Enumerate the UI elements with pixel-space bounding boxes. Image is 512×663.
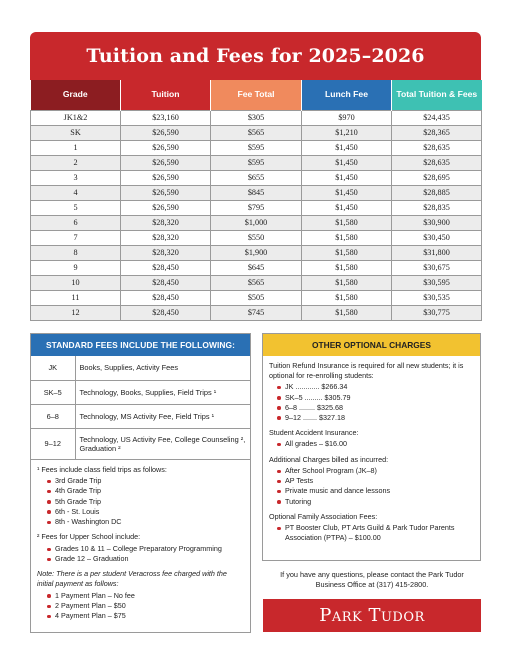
list-item: 4 Payment Plan – $75 bbox=[47, 611, 244, 621]
additional-charges-title: Additional Charges billed as incurred: bbox=[269, 454, 389, 464]
upper-school-note: ² Fees for Upper School include: bbox=[37, 532, 141, 542]
total-cell: $24,435 bbox=[392, 110, 482, 125]
grade-cell: SK bbox=[31, 125, 121, 140]
total-cell: $28,695 bbox=[392, 170, 482, 185]
fee-total-cell: $645 bbox=[211, 260, 302, 275]
table-row bbox=[31, 428, 250, 459]
list-item: Tutoring bbox=[277, 497, 474, 507]
total-cell: $30,535 bbox=[392, 290, 482, 305]
table-row bbox=[31, 185, 482, 200]
total-cell: $28,635 bbox=[392, 155, 482, 170]
upper-school-list bbox=[47, 544, 244, 564]
tuition-cell: $28,320 bbox=[121, 230, 211, 245]
grade-cell: 1 bbox=[31, 140, 121, 155]
total-cell: $31,800 bbox=[392, 245, 482, 260]
tuition-cell: $28,450 bbox=[121, 290, 211, 305]
table-row bbox=[31, 290, 482, 305]
total-cell: $30,775 bbox=[392, 305, 482, 320]
payment-plans-list bbox=[47, 591, 244, 622]
tuition-cell: $28,450 bbox=[121, 305, 211, 320]
standard-fees-heading: STANDARD FEES INCLUDE THE FOLLOWING: bbox=[31, 334, 250, 356]
lunch-fee-cell: $1,210 bbox=[302, 125, 392, 140]
lunch-fee-cell: $970 bbox=[302, 110, 392, 125]
fee-total-cell: $795 bbox=[211, 200, 302, 215]
total-cell: $30,595 bbox=[392, 275, 482, 290]
table-row bbox=[31, 260, 482, 275]
grade-cell: 5 bbox=[31, 200, 121, 215]
field-trips-note: ¹ Fees include class field trips as follows: bbox=[37, 464, 167, 474]
list-item: PT Booster Club, PT Arts Guild & Park Tudor Parents Association (PTPA) – $100.00 bbox=[277, 523, 474, 543]
grade-cell: 3 bbox=[31, 170, 121, 185]
table-row bbox=[31, 170, 482, 185]
standard-desc: Technology, Books, Supplies, Field Trips ¹ bbox=[75, 380, 250, 404]
fee-total-cell: $1,000 bbox=[211, 215, 302, 230]
header-lunch-fee: Lunch Fee bbox=[302, 80, 392, 110]
grade-cell: 7 bbox=[31, 230, 121, 245]
lunch-fee-cell: $1,580 bbox=[302, 305, 392, 320]
lunch-fee-cell: $1,580 bbox=[302, 275, 392, 290]
standard-grade: 9–12 bbox=[31, 428, 75, 459]
list-item: Private music and dance lessons bbox=[277, 486, 474, 496]
tuition-cell: $23,160 bbox=[121, 110, 211, 125]
list-item: Grade 12 – Graduation bbox=[47, 554, 244, 564]
lunch-fee-cell: $1,450 bbox=[302, 170, 392, 185]
title-banner bbox=[30, 32, 481, 80]
standard-grade: 6–8 bbox=[31, 404, 75, 428]
fee-total-cell: $745 bbox=[211, 305, 302, 320]
total-cell: $28,885 bbox=[392, 185, 482, 200]
fee-total-cell: $565 bbox=[211, 125, 302, 140]
tuition-cell: $26,590 bbox=[121, 125, 211, 140]
lunch-fee-cell: $1,450 bbox=[302, 200, 392, 215]
table-row bbox=[31, 155, 482, 170]
list-item: Grades 10 & 11 – College Preparatory Programming bbox=[47, 544, 244, 554]
total-cell: $30,900 bbox=[392, 215, 482, 230]
tuition-cell: $28,450 bbox=[121, 275, 211, 290]
total-cell: $28,365 bbox=[392, 125, 482, 140]
total-cell: $28,635 bbox=[392, 140, 482, 155]
lunch-fee-cell: $1,580 bbox=[302, 260, 392, 275]
tuition-cell: $26,590 bbox=[121, 200, 211, 215]
grade-cell: 12 bbox=[31, 305, 121, 320]
list-item: After School Program (JK–8) bbox=[277, 466, 474, 476]
list-item: All grades – $16.00 bbox=[277, 439, 474, 449]
table-row bbox=[31, 230, 482, 245]
lunch-fee-cell: $1,450 bbox=[302, 155, 392, 170]
standard-desc: Technology, MS Activity Fee, Field Trips ¹ bbox=[75, 404, 250, 428]
list-item: 2 Payment Plan – $50 bbox=[47, 601, 244, 611]
fee-total-cell: $1,900 bbox=[211, 245, 302, 260]
tuition-cell: $28,320 bbox=[121, 245, 211, 260]
header-grade: Grade bbox=[31, 80, 121, 110]
grade-cell: 10 bbox=[31, 275, 121, 290]
grade-cell: JK1&2 bbox=[31, 110, 121, 125]
fee-total-cell: $845 bbox=[211, 185, 302, 200]
list-item: 9–12 ....... $327.18 bbox=[277, 413, 474, 423]
list-item: 4th Grade Trip bbox=[47, 486, 244, 496]
table-row bbox=[31, 404, 250, 428]
optional-charges-heading: OTHER OPTIONAL CHARGES bbox=[263, 334, 480, 356]
table-row bbox=[31, 125, 482, 140]
table-row bbox=[31, 140, 482, 155]
table-row bbox=[31, 110, 482, 125]
fee-total-cell: $595 bbox=[211, 155, 302, 170]
standard-notes bbox=[31, 460, 250, 622]
standard-grade: JK bbox=[31, 356, 75, 380]
field-trips-list bbox=[47, 476, 244, 527]
accident-insurance-list bbox=[277, 439, 474, 449]
fee-total-cell: $565 bbox=[211, 275, 302, 290]
brand-name: Park Tudor bbox=[319, 605, 425, 626]
standard-fees-box bbox=[30, 333, 251, 633]
grade-cell: 9 bbox=[31, 260, 121, 275]
grade-cell: 2 bbox=[31, 155, 121, 170]
tuition-table bbox=[30, 80, 482, 321]
table-row bbox=[31, 305, 482, 320]
fee-total-cell: $305 bbox=[211, 110, 302, 125]
table-row bbox=[31, 215, 482, 230]
tuition-cell: $28,450 bbox=[121, 260, 211, 275]
header-tuition: Tuition bbox=[121, 80, 211, 110]
tuition-cell: $26,590 bbox=[121, 155, 211, 170]
total-cell: $30,675 bbox=[392, 260, 482, 275]
list-item: 3rd Grade Trip bbox=[47, 476, 244, 486]
veracross-note: Note: There is a per student Veracross fee charged with the initial payment as follows: bbox=[37, 569, 227, 589]
fee-total-cell: $505 bbox=[211, 290, 302, 305]
table-row bbox=[31, 356, 250, 380]
table-row bbox=[31, 245, 482, 260]
grade-cell: 4 bbox=[31, 185, 121, 200]
tuition-cell: $26,590 bbox=[121, 185, 211, 200]
tuition-cell: $26,590 bbox=[121, 170, 211, 185]
family-fees-title: Optional Family Association Fees: bbox=[269, 511, 378, 521]
list-item: 6–8 ........ $325.68 bbox=[277, 403, 474, 413]
list-item: 6th - St. Louis bbox=[47, 507, 244, 517]
standard-desc: Technology, US Activity Fee, College Counseling ², Graduation ² bbox=[75, 428, 250, 459]
grade-cell: 11 bbox=[31, 290, 121, 305]
lunch-fee-cell: $1,580 bbox=[302, 245, 392, 260]
page-title: Tuition and Fees for 2025–2026 bbox=[86, 45, 425, 67]
standard-fees-table bbox=[31, 356, 250, 460]
total-cell: $30,450 bbox=[392, 230, 482, 245]
list-item: JK ............ $266.34 bbox=[277, 382, 474, 392]
fee-total-cell: $550 bbox=[211, 230, 302, 245]
refund-insurance-text: Tuition Refund Insurance is required for all new students; it is optional for re-enrolling students: bbox=[269, 361, 464, 380]
list-item: SK–5 ......... $305.79 bbox=[277, 393, 474, 403]
tuition-table-body bbox=[31, 110, 482, 320]
fee-total-cell: $595 bbox=[211, 140, 302, 155]
optional-charges-box bbox=[262, 333, 481, 561]
tuition-cell: $26,590 bbox=[121, 140, 211, 155]
table-row bbox=[31, 275, 482, 290]
lunch-fee-cell: $1,580 bbox=[302, 290, 392, 305]
list-item: 1 Payment Plan – No fee bbox=[47, 591, 244, 601]
table-row bbox=[31, 200, 482, 215]
header-fee-total: Fee Total bbox=[211, 80, 302, 110]
refund-insurance-list bbox=[277, 382, 474, 422]
tuition-cell: $28,320 bbox=[121, 215, 211, 230]
optional-charges-body bbox=[263, 356, 480, 553]
standard-desc: Books, Supplies, Activity Fees bbox=[75, 356, 250, 380]
table-header-row bbox=[31, 80, 482, 110]
lunch-fee-cell: $1,580 bbox=[302, 215, 392, 230]
table-row bbox=[31, 380, 250, 404]
total-cell: $28,835 bbox=[392, 200, 482, 215]
list-item: 5th Grade Trip bbox=[47, 497, 244, 507]
fee-total-cell: $655 bbox=[211, 170, 302, 185]
list-item: 8th - Washington DC bbox=[47, 517, 244, 527]
lunch-fee-cell: $1,450 bbox=[302, 185, 392, 200]
family-fees-list bbox=[277, 523, 474, 543]
header-total: Total Tuition & Fees bbox=[392, 80, 482, 110]
grade-cell: 8 bbox=[31, 245, 121, 260]
accident-insurance-title: Student Accident Insurance: bbox=[269, 427, 359, 437]
lunch-fee-cell: $1,580 bbox=[302, 230, 392, 245]
grade-cell: 6 bbox=[31, 215, 121, 230]
list-item: AP Tests bbox=[277, 476, 474, 486]
lunch-fee-cell: $1,450 bbox=[302, 140, 392, 155]
park-tudor-logo bbox=[263, 599, 481, 632]
contact-text: If you have any questions, please contact the Park Tudor Business Office at (317) 415-2800. bbox=[280, 570, 464, 590]
standard-grade: SK–5 bbox=[31, 380, 75, 404]
additional-charges-list bbox=[277, 466, 474, 506]
